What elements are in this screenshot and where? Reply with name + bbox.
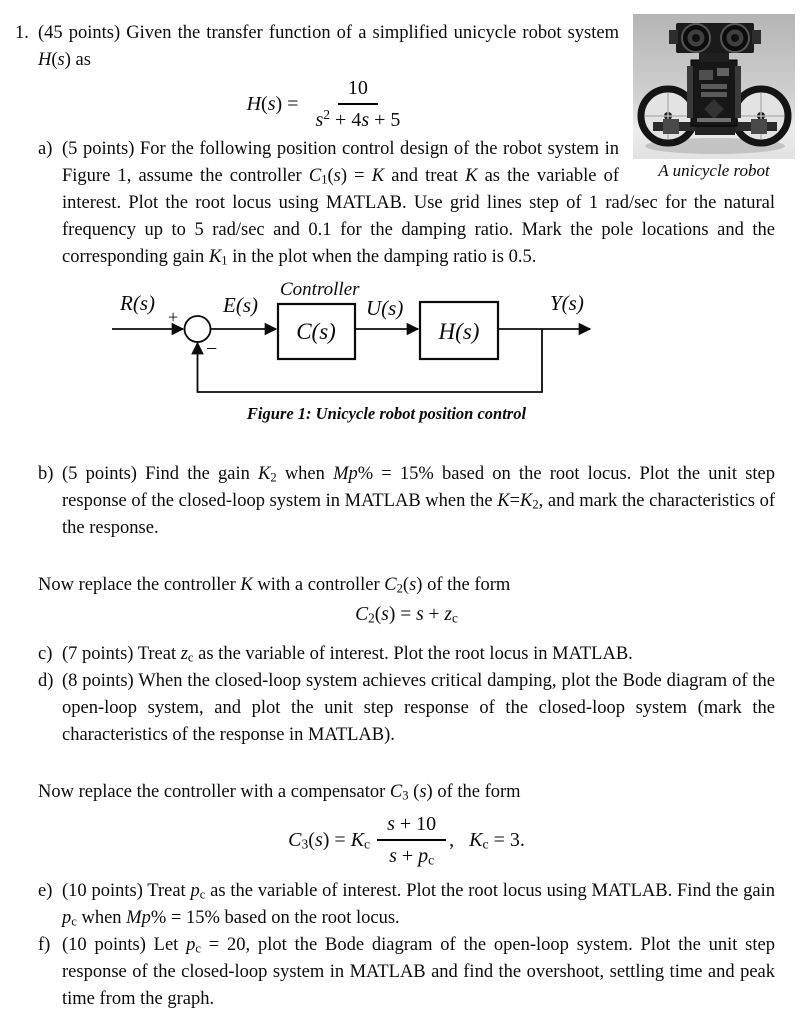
item-c-text: (7 points) Treat $z_c$ as the variable of interest. Plot the root locus in MATLAB.: [62, 644, 633, 665]
c2-formula-line: $C_2(s) = s + z_c$: [355, 604, 458, 626]
formula-h-numerator: 10: [338, 76, 378, 105]
problem-number: 1.: [15, 23, 29, 43]
formula-h-denominator: $s^2 + 4s + 5$: [315, 107, 401, 131]
item-b-label: b): [38, 464, 54, 484]
robot-photo-caption: A unicycle robot: [658, 161, 770, 180]
controller-title-label: Controller: [280, 279, 360, 300]
item-f: [38, 932, 775, 1013]
item-c: [38, 641, 775, 668]
item-c-label: c): [38, 644, 53, 664]
replace-controller-c3-paragraph: Now replace the controller with a compensator $C_3$ (s) of the form: [38, 782, 521, 803]
replace-controller-c2-paragraph: Now replace the controller K with a controller $C_2(s)$ of the form: [38, 575, 511, 596]
item-d-label: d): [38, 671, 54, 691]
formula-h-fraction: [305, 76, 410, 132]
item-e-text: (10 points) Treat $p_c$ as the variable of interest. Plot the root locus using MATLAB. Find the gain $p_c$ when Mp% = 15% based on the root locus.: [62, 881, 775, 929]
item-d: [38, 668, 775, 749]
item-f-text: (10 points) Let $p_c = 20$, plot the Bode diagram of the open-loop system. Plot the unit step response of the closed-loop system in MATLAB and find the overshoot, settling time and peak time from the graph.: [62, 935, 775, 1009]
c3-formula-lhs: $C_3(s) = K_c$: [288, 829, 371, 852]
c3-formula: [38, 812, 775, 868]
item-a-label: a): [38, 139, 53, 159]
plant-block-label: H(s): [438, 319, 480, 344]
controller-block-label: C(s): [296, 319, 336, 344]
c3-formula-numerator: s + 10: [377, 812, 446, 841]
minus-sign: −: [206, 338, 218, 360]
problem-1: [15, 20, 775, 1013]
block-diagram-drawing: [38, 279, 718, 401]
item-a-text: (5 points) For the following position control design of the robot system in Figure 1, assume the controller $C_1(s) = K$ and treat K as the variable of interest. Plot the root locus using MATLAB. Use grid lines step of 1 rad/sec for the natural frequency up to 5 rad/sec and 0.1 for the damping ratio. Mark the pole locations and the corresponding gain $K_1$ in the plot when the damping ratio is 0.5.: [62, 139, 775, 268]
c2-formula: [38, 603, 775, 627]
u-signal-label: U(s): [366, 296, 404, 320]
c3-formula-fraction: [377, 812, 446, 868]
formula-h-lhs: H(s) =: [246, 93, 299, 115]
transfer-function-formula: [38, 76, 619, 132]
c3-formula-gain-value: , $K_c = 3$.: [449, 829, 525, 852]
c3-formula-denominator: $s + p_c$: [389, 845, 435, 868]
problem-intro-text: (45 points) Given the transfer function of a simplified unicycle robot system H(s) as: [38, 23, 619, 70]
figure-1-caption: Figure 1: Unicycle robot position control: [246, 404, 527, 423]
plus-sign: +: [168, 307, 179, 327]
item-e-label: e): [38, 881, 53, 901]
item-d-text: (8 points) When the closed-loop system achieves critical damping, plot the Bode diagram of the open-loop system, and plot the unit step response of the closed-loop system (mark the characteristics of the response in MATLAB).: [62, 671, 775, 745]
item-e: [38, 878, 775, 932]
e-signal-label: E(s): [223, 293, 258, 317]
item-b: [38, 461, 775, 542]
figure-1-block-diagram: [38, 279, 775, 425]
item-a: [38, 136, 775, 271]
r-signal-label: R(s): [120, 291, 155, 315]
item-f-label: f): [38, 935, 51, 955]
item-b-text: (5 points) Find the gain $K_2$ when Mp% = 15% based on the root locus. Plot the unit step response of the closed-loop system in MATLAB when the $K=K_2$, and mark the characteristics of the response.: [62, 464, 775, 538]
y-signal-label: Y(s): [550, 291, 584, 315]
